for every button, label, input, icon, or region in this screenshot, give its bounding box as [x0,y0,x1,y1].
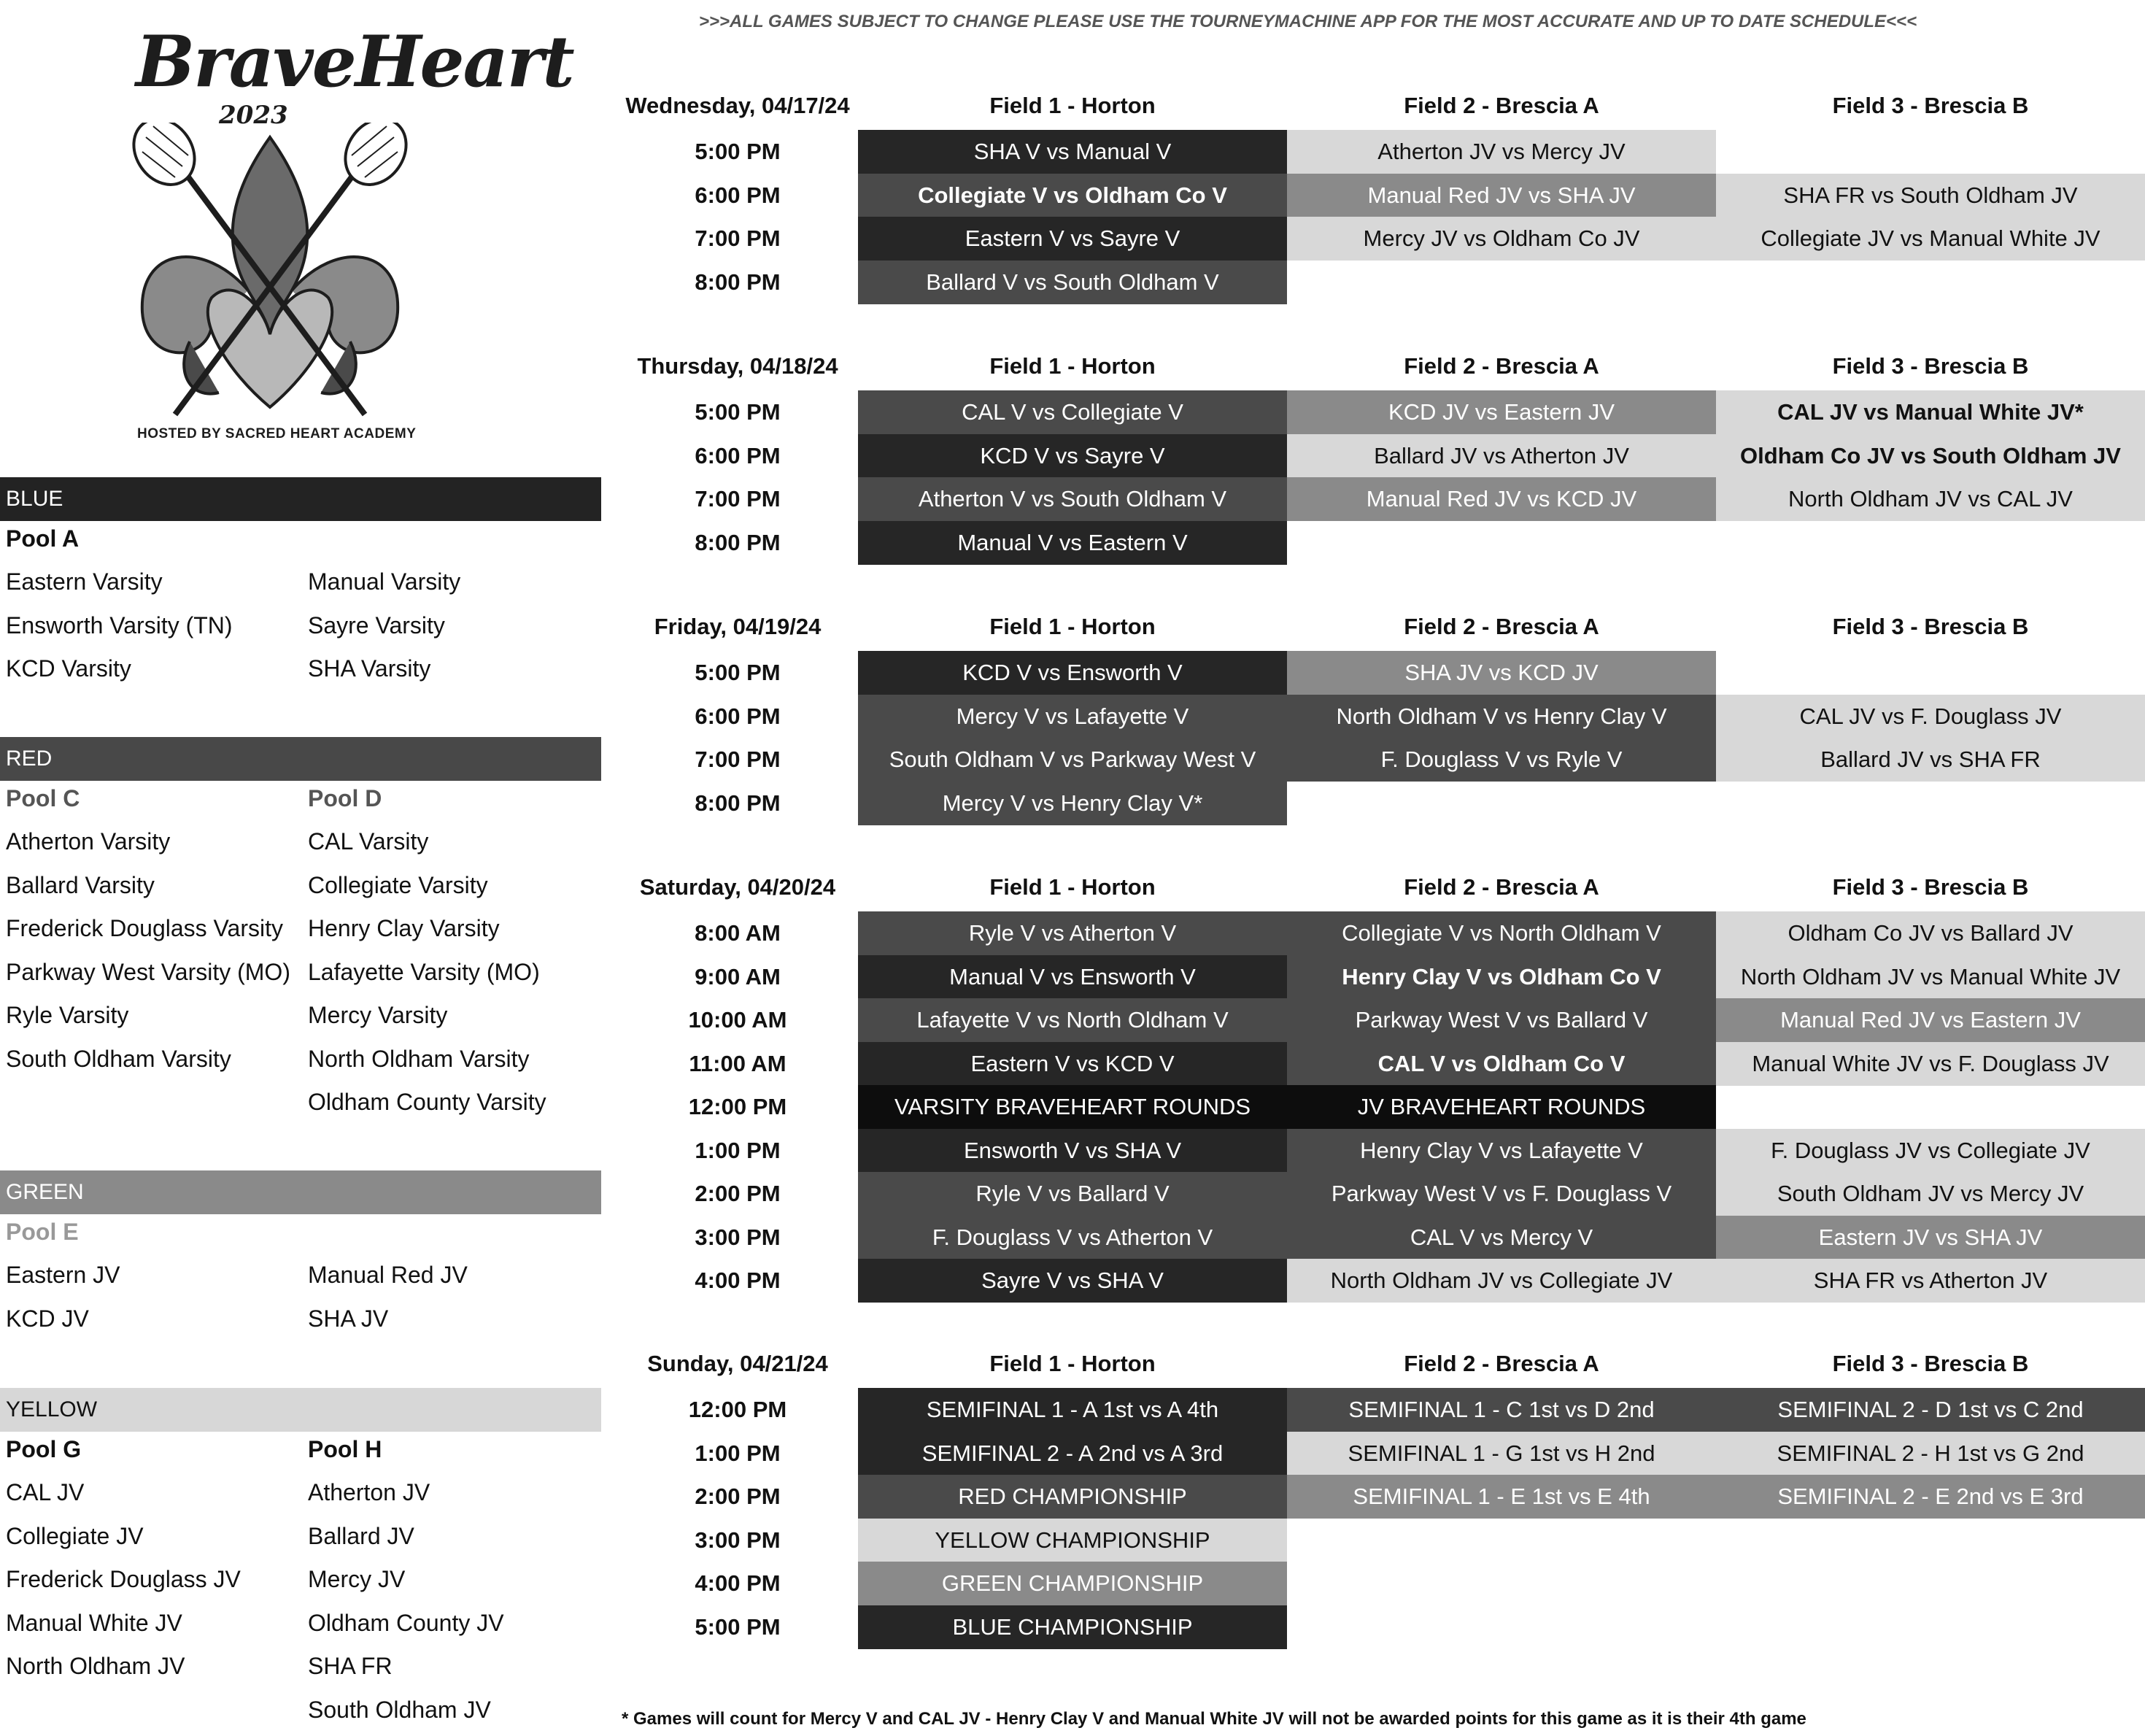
game-cell: North Oldham JV vs Manual White JV [1716,955,2145,999]
pool-g-heading: Pool G [6,1436,82,1462]
field-header: Field 1 - Horton [989,874,1156,900]
game-cell: Ballard JV vs SHA FR [1716,738,2145,782]
game-cell: South Oldham JV vs Mercy JV [1716,1172,2145,1216]
time-slot: 2:00 PM [695,1484,781,1509]
game-cell: CAL JV vs Manual White JV* [1716,390,2145,434]
time-slot: 3:00 PM [695,1527,781,1553]
game-cell: SEMIFINAL 2 - A 2nd vs A 3rd [858,1432,1287,1475]
field-header: Field 3 - Brescia B [1832,1351,2029,1376]
field-header: Field 2 - Brescia A [1404,93,1599,118]
time-slot: 8:00 PM [695,790,781,816]
game-cell: Atherton V vs South Oldham V [858,477,1287,521]
footnote: * Games will count for Mercy V and CAL JV - Henry Clay V and Manual White JV will not be awarded points for this game as it is their 4th game [622,1709,1806,1729]
game-cell: CAL V vs Collegiate V [858,390,1287,434]
day-date: Saturday, 04/20/24 [639,874,836,900]
pool-team: Collegiate JV [6,1522,144,1549]
game-cell: Ensworth V vs SHA V [858,1129,1287,1173]
game-cell: F. Douglass JV vs Collegiate JV [1716,1129,2145,1173]
time-slot: 4:00 PM [695,1268,781,1293]
time-slot: 8:00 PM [695,269,781,295]
game-cell: Ballard V vs South Oldham V [858,261,1287,304]
game-cell: Eastern V vs KCD V [858,1042,1287,1086]
pool-team: SHA FR [308,1653,393,1679]
game-cell: CAL V vs Oldham Co V [1287,1042,1716,1086]
time-slot: 12:00 PM [688,1094,787,1119]
logo-hosted-by: HOSTED BY SACRED HEART ACADEMY [137,426,417,441]
pool-team: South Oldham Varsity [6,1045,231,1072]
pool-team: Manual Red JV [308,1262,468,1288]
pool-team: KCD Varsity [6,655,131,682]
game-cell: Manual V vs Eastern V [858,521,1287,565]
field-header: Field 1 - Horton [989,353,1156,379]
game-cell: Henry Clay V vs Oldham Co V [1287,955,1716,999]
game-cell: Manual Red JV vs SHA JV [1287,174,1716,217]
game-cell: Mercy JV vs Oldham Co JV [1287,217,1716,261]
game-cell: Collegiate JV vs Manual White JV [1716,217,2145,261]
time-slot: 7:00 PM [695,486,781,512]
game-cell: Parkway West V vs F. Douglass V [1287,1172,1716,1216]
game-cell: SHA FR vs South Oldham JV [1716,174,2145,217]
pool-team: Collegiate Varsity [308,871,488,898]
time-slot: 5:00 PM [695,1613,781,1640]
field-header: Field 2 - Brescia A [1404,874,1599,900]
time-slot: 5:00 PM [695,139,781,164]
game-cell: Manual Red JV vs KCD JV [1287,477,1716,521]
pool-team: Mercy JV [308,1566,406,1592]
time-slot: 12:00 PM [688,1397,787,1422]
time-slot: 1:00 PM [695,1137,781,1163]
pool-team: Henry Clay Varsity [308,915,500,941]
time-slot: 7:00 PM [695,747,781,772]
game-cell: Oldham Co JV vs South Oldham JV [1716,434,2145,478]
time-slot: 6:00 PM [695,703,781,729]
field-header: Field 3 - Brescia B [1832,353,2029,379]
schedule-notice: >>>ALL GAMES SUBJECT TO CHANGE PLEASE USE THE TOURNEYMACHINE APP FOR THE MOST ACCURATE AND UP TO DATE SCHEDULE<<< [699,12,1917,31]
pool-team: Atherton Varsity [6,828,171,855]
game-cell: KCD V vs Ensworth V [858,651,1287,695]
time-slot: 11:00 AM [689,1050,786,1076]
game-cell: SEMIFINAL 2 - E 2nd vs E 3rd [1716,1475,2145,1519]
pool-bar-red: RED [0,737,601,781]
time-slot: 8:00 PM [695,529,781,555]
pool-a-heading: Pool A [6,525,80,552]
game-cell: SEMIFINAL 2 - H 1st vs G 2nd [1716,1432,2145,1475]
field-header: Field 1 - Horton [989,1351,1156,1376]
pool-team: SHA JV [308,1305,389,1332]
time-slot: 6:00 PM [695,442,781,468]
game-cell: SHA V vs Manual V [858,130,1287,174]
pool-team: Ryle Varsity [6,1002,129,1028]
time-slot: 8:00 AM [695,920,781,946]
field-header: Field 1 - Horton [989,614,1156,639]
game-cell: Eastern JV vs SHA JV [1716,1216,2145,1259]
braveheart-logo [109,13,573,444]
game-cell: CAL JV vs F. Douglass JV [1716,695,2145,738]
game-cell: SEMIFINAL 1 - C 1st vs D 2nd [1287,1388,1716,1432]
day-date: Sunday, 04/21/24 [647,1351,828,1376]
day-date: Thursday, 04/18/24 [637,353,838,379]
game-cell: Oldham Co JV vs Ballard JV [1716,911,2145,955]
game-cell: South Oldham V vs Parkway West V [858,738,1287,782]
game-cell: KCD V vs Sayre V [858,434,1287,478]
game-cell: Mercy V vs Lafayette V [858,695,1287,738]
game-cell: Mercy V vs Henry Clay V* [858,782,1287,825]
pool-team: Ballard Varsity [6,871,155,898]
game-cell: Henry Clay V vs Lafayette V [1287,1129,1716,1173]
game-cell: Sayre V vs SHA V [858,1259,1287,1303]
game-cell: YELLOW CHAMPIONSHIP [858,1519,1287,1562]
pool-c-heading: Pool C [6,785,80,811]
game-cell: KCD JV vs Eastern JV [1287,390,1716,434]
pool-team: SHA Varsity [308,655,431,682]
pool-team: Frederick Douglass Varsity [6,915,283,941]
game-cell: Ballard JV vs Atherton JV [1287,434,1716,478]
pool-team: Manual White JV [6,1609,182,1636]
field-header: Field 2 - Brescia A [1404,353,1599,379]
game-cell: SEMIFINAL 1 - G 1st vs H 2nd [1287,1432,1716,1475]
pool-d-heading: Pool D [308,785,382,811]
game-cell: Manual V vs Ensworth V [858,955,1287,999]
game-cell: F. Douglass V vs Ryle V [1287,738,1716,782]
game-cell: North Oldham V vs Henry Clay V [1287,695,1716,738]
time-slot: 5:00 PM [695,660,781,685]
game-cell: Lafayette V vs North Oldham V [858,998,1287,1042]
field-header: Field 2 - Brescia A [1404,614,1599,639]
pool-bar-yellow: YELLOW [0,1388,601,1432]
pool-team: CAL JV [6,1479,85,1505]
pool-team: Lafayette Varsity (MO) [308,958,540,985]
fleur-de-lis-lacrosse-icon [124,123,416,422]
field-header: Field 3 - Brescia B [1832,874,2029,900]
day-date: Wednesday, 04/17/24 [625,93,850,118]
pool-team: Ballard JV [308,1522,414,1549]
pool-team: Parkway West Varsity (MO) [6,958,290,985]
game-cell: SEMIFINAL 2 - D 1st vs C 2nd [1716,1388,2145,1432]
time-slot: 4:00 PM [695,1570,781,1596]
game-cell: Ryle V vs Ballard V [858,1172,1287,1216]
pool-team: KCD JV [6,1305,89,1332]
pool-team: Mercy Varsity [308,1002,448,1028]
field-header: Field 1 - Horton [989,93,1156,118]
game-cell: Manual Red JV vs Eastern JV [1716,998,2145,1042]
game-cell: Collegiate V vs Oldham Co V [858,174,1287,217]
pool-team: Frederick Douglass JV [6,1566,241,1592]
game-cell: RED CHAMPIONSHIP [858,1475,1287,1519]
time-slot: 5:00 PM [695,399,781,425]
game-cell: North Oldham JV vs Collegiate JV [1287,1259,1716,1303]
pool-team: Manual Varsity [308,568,461,595]
game-cell: GREEN CHAMPIONSHIP [858,1562,1287,1605]
time-slot: 10:00 AM [688,1007,787,1033]
pool-team: Ensworth Varsity (TN) [6,612,233,639]
game-cell: F. Douglass V vs Atherton V [858,1216,1287,1259]
game-cell: SHA JV vs KCD JV [1287,651,1716,695]
pool-team: South Oldham JV [308,1696,491,1723]
logo-year: 2023 [219,101,288,130]
game-cell: Atherton JV vs Mercy JV [1287,130,1716,174]
pool-team: North Oldham Varsity [308,1045,530,1072]
pool-team: Eastern Varsity [6,568,163,595]
game-cell: CAL V vs Mercy V [1287,1216,1716,1259]
pool-team: CAL Varsity [308,828,429,855]
time-slot: 7:00 PM [695,225,781,251]
pool-e-heading: Pool E [6,1219,79,1245]
field-header: Field 3 - Brescia B [1832,93,2029,118]
game-cell: Ryle V vs Atherton V [858,911,1287,955]
pool-bar-green: GREEN [0,1170,601,1214]
pool-team: Oldham County Varsity [308,1089,546,1115]
time-slot: 3:00 PM [695,1224,781,1250]
day-date: Friday, 04/19/24 [654,614,822,639]
game-cell: BLUE CHAMPIONSHIP [858,1605,1287,1649]
pool-team: Sayre Varsity [308,612,445,639]
time-slot: 6:00 PM [695,182,781,208]
game-cell: Parkway West V vs Ballard V [1287,998,1716,1042]
field-header: Field 2 - Brescia A [1404,1351,1599,1376]
game-cell: SEMIFINAL 1 - E 1st vs E 4th [1287,1475,1716,1519]
pool-h-heading: Pool H [308,1436,382,1462]
game-cell: SHA FR vs Atherton JV [1716,1259,2145,1303]
time-slot: 2:00 PM [695,1181,781,1206]
field-header: Field 3 - Brescia B [1832,614,2029,639]
pool-bar-blue: BLUE [0,477,601,521]
pool-team: Oldham County JV [308,1609,504,1636]
game-cell: JV BRAVEHEART ROUNDS [1287,1085,1716,1129]
game-cell: North Oldham JV vs CAL JV [1716,477,2145,521]
pool-team: Eastern JV [6,1262,120,1288]
game-cell: Manual White JV vs F. Douglass JV [1716,1042,2145,1086]
game-cell: Collegiate V vs North Oldham V [1287,911,1716,955]
game-cell: SEMIFINAL 1 - A 1st vs A 4th [858,1388,1287,1432]
time-slot: 1:00 PM [695,1440,781,1466]
time-slot: 9:00 AM [695,963,781,989]
logo-title: BraveHeart [136,20,573,103]
pool-team: North Oldham JV [6,1653,185,1679]
game-cell: Eastern V vs Sayre V [858,217,1287,261]
pool-team: Atherton JV [308,1479,430,1505]
game-cell: VARSITY BRAVEHEART ROUNDS [858,1085,1287,1129]
